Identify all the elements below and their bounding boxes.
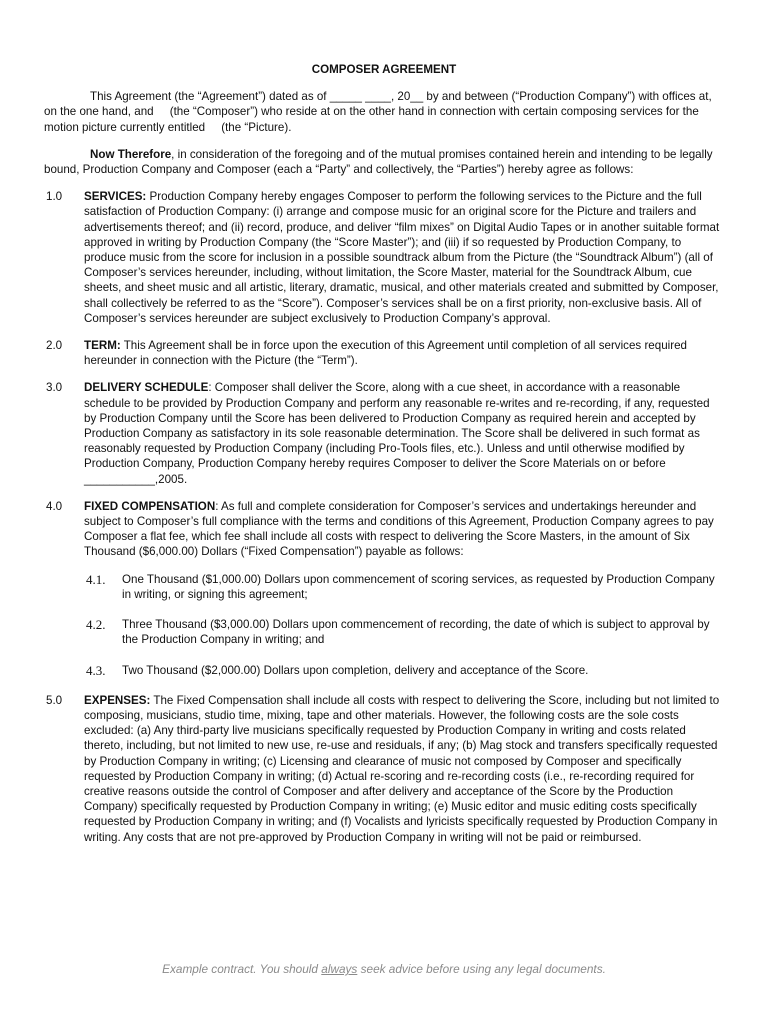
section-term xyxy=(44,338,724,368)
payment-item-number: 4.3. xyxy=(86,662,106,678)
disclaimer-footer xyxy=(0,962,768,977)
section-heading: EXPENSES: xyxy=(84,693,151,707)
footer-text-after: seek advice before using any legal documents. xyxy=(357,962,606,976)
document-title: COMPOSER AGREEMENT xyxy=(311,63,457,76)
section-delivery-schedule xyxy=(44,380,724,486)
section-number: 2.0 xyxy=(46,339,63,353)
payment-item-number: 4.1. xyxy=(86,571,106,587)
section-text: : As full and complete consideration for Composer’s services and undertakings hereunder and subject to Composer’s full compliance with the terms and conditions of this Agreement, Production Company agrees to pay Composer a flat fee, which fee shall include all costs with respect to delivering the Score Masters, in the amount of Six Thousand ($6,000.00) Dollars (“Fixed Compensation”) payable as follows: xyxy=(84,499,714,559)
footer-emphasis: always xyxy=(321,962,358,976)
payment-item xyxy=(44,663,724,678)
now-therefore-text: , in consideration of the foregoing and of the mutual promises contained herein and intending to be legally bound, Production Company and Composer (each a “Party” and collectively, the “Parties”) hereby agree as follows: xyxy=(44,147,713,177)
section-body xyxy=(84,338,724,368)
payment-item-text: Two Thousand ($2,000.00) Dollars upon completion, delivery and acceptance of the Score. xyxy=(122,663,589,677)
payment-item xyxy=(44,572,724,602)
payment-item-text: One Thousand ($1,000.00) Dollars upon commencement of scoring services, as requested by Production Company in writing, or signing this agreement; xyxy=(122,572,715,601)
section-services xyxy=(44,189,724,326)
section-number: 1.0 xyxy=(46,190,63,204)
payment-item-text: Three Thousand ($3,000.00) Dollars upon commencement of recording, the date of which is subject to approval by the Production Company in writing; and xyxy=(122,618,710,647)
section-heading: SERVICES: xyxy=(84,190,147,204)
section-number: 5.0 xyxy=(46,693,63,707)
section-body xyxy=(84,499,724,560)
section-body xyxy=(84,693,724,845)
section-number: 3.0 xyxy=(46,381,63,395)
section-text: Production Company hereby engages Composer to perform the following services to the Picture and the full satisfaction of Production Company: (i) arrange and compose music for an original score for the Picture and trailers and advertisements thereof; and (ii) record, produce, and deliver “film mixes” on Digital Audio Tapes or in another suitable format approved in writing by Production Company (the “Score Master”); and (iii) if so requested by Production Company, to produce music from the score for inclusion in a possible soundtrack album from the Picture (the “Soundtrack Album”) (all of Composer’s services hereunder, including, without limitation, the Score Master, material for the Soundtrack Album, cue sheets, and sheet music and all artistic, literary, dramatic, musical, and other materials created and submitted by Composer, shall collectively be referred to as the “Score”). Composer’s services shall be on a first priority, non-exclusive basis. All of Composer’s services hereunder are subject exclusively to Production Company’s approval. xyxy=(84,190,720,325)
section-body xyxy=(84,189,724,326)
intro-paragraph: This Agreement (the “Agreement”) dated as of _____ ____, 20__ by and between (“Production Company”) with offices at, on the one hand, and (the “Composer”) who reside at on the other hand in connection with certain composing services for the motion picture currently entitled (the “Picture). xyxy=(44,90,712,134)
section-expenses xyxy=(44,693,724,845)
section-body xyxy=(84,380,724,486)
section-text: The Fixed Compensation shall include all costs with respect to delivering the Score, including but not limited to composing, musicians, studio time, mixing, tape and other materials. However, the following costs are the sole costs excluded: (a) Any third-party live musicians specifically requested by Production Company in writing and costs related thereto, including, but not limited to new use, re-use and residuals, if any; (b) Mag stock and transfers specifically requested by Production Company in writing; (c) Licensing and clearance of music not composed by Composer and specifically requested by Production Company in writing; (d) Actual re-scoring and re-recording costs (i.e., re-recording required for creative reasons outside the control of Composer and after delivery and acceptance of the Score by the Production Company) specifically requested by Production Company in writing; (e) Music editor and music editing costs specifically requested by Production Company in writing; and (f) Vocalists and lyricists specifically requested by Production Company in writing. Any costs that are not pre-approved by Production Company in writing will not be paid or reimbursed. xyxy=(84,693,720,844)
payment-item-number: 4.2. xyxy=(86,617,106,633)
footer-text-before: Example contract. You should xyxy=(162,962,322,976)
now-therefore-paragraph xyxy=(44,147,724,177)
section-text: : Composer shall deliver the Score, along with a cue sheet, in accordance with a reasonable schedule to be provided by Production Company and perform any reasonable re-writes and re-recording, if any, requested by Production Company until the Score has been delivered to Production Company as required herein and accepted by Production Company as satisfactory in its sole reasonable determination. The Score shall be delivered in such format as reasonably requested by Production Company (including Pro-Tools files, etc.). Unless and until otherwise modified by Production Company, Production Company hereby requires Composer to deliver the Score Materials on or before ___________,2005. xyxy=(84,381,710,486)
section-heading: TERM: xyxy=(84,339,121,353)
payment-item xyxy=(44,617,724,647)
section-heading: DELIVERY SCHEDULE xyxy=(84,381,209,395)
section-number: 4.0 xyxy=(46,499,63,513)
section-heading: FIXED COMPENSATION xyxy=(84,499,216,513)
section-fixed-compensation xyxy=(44,499,724,560)
now-therefore-lead: Now Therefore xyxy=(90,147,172,161)
section-text: This Agreement shall be in force upon the execution of this Agreement until completion of all services required hereunder in connection with the Picture (the “Term”). xyxy=(84,339,687,368)
